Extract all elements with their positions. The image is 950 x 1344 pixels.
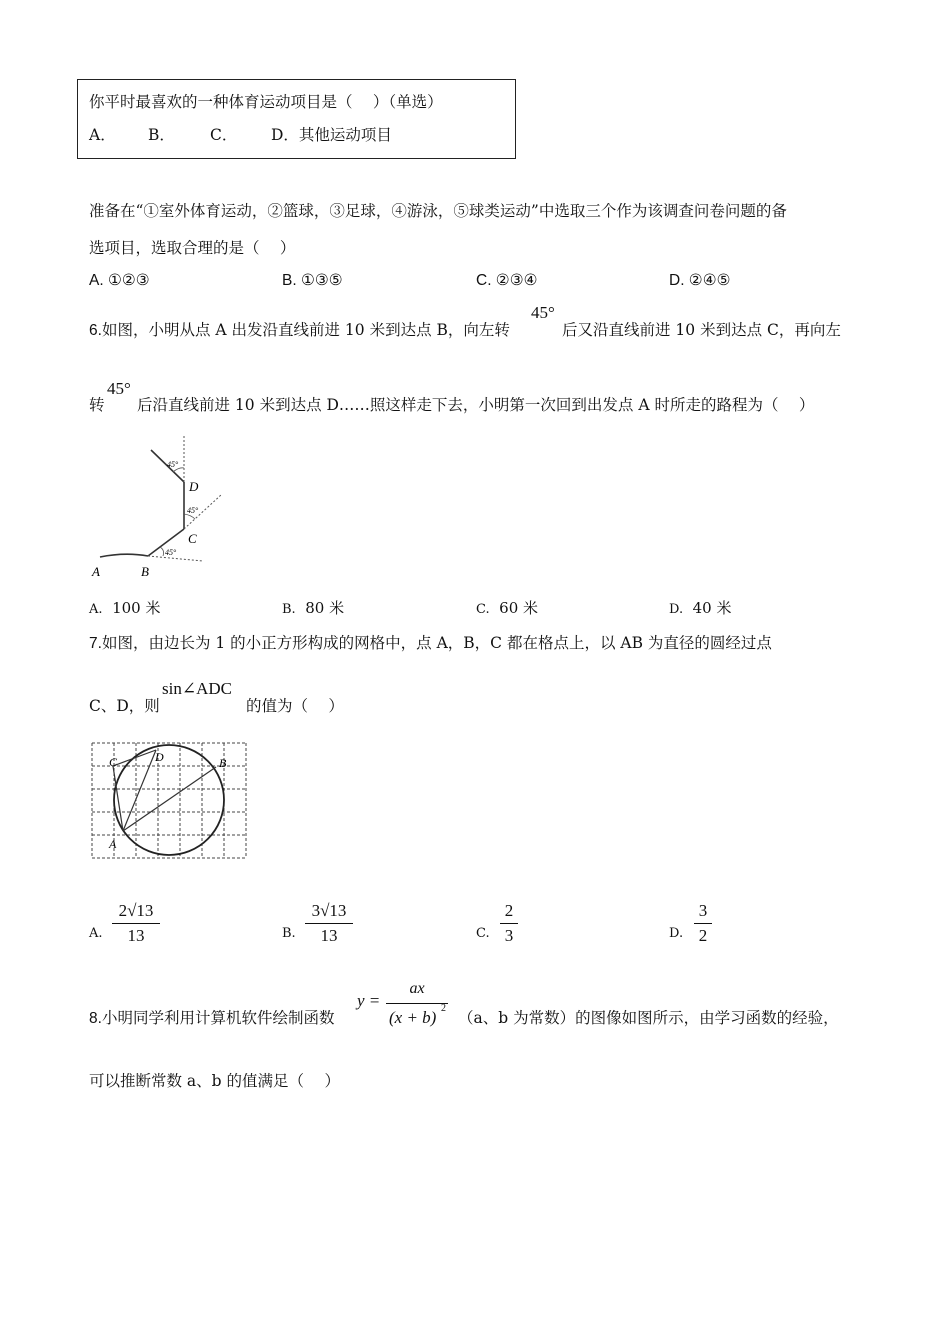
q7-option-a-fraction [112, 900, 160, 947]
q5-option-c: C. ②③④ [476, 272, 538, 289]
q7-fig-label-b: B [219, 756, 227, 770]
q6-angle-1: 45° [531, 303, 555, 322]
q7-option-b-den: 13 [320, 926, 338, 945]
q7-option-d-fraction [694, 900, 712, 947]
fraction-bar [500, 923, 518, 924]
q8-func-num: ax [409, 980, 425, 997]
q8-func-den: (x + b) [389, 1008, 437, 1027]
q7-fig-label-d: D [155, 750, 164, 764]
q8-line-1 [89, 1006, 334, 1028]
q7-option-d-letter: D. [669, 926, 684, 941]
q5-line-1: 准备在“①室外体育运动，②篮球，③足球，④游泳，⑤球类运动”中选取三个作为该调查问卷问题的备 [89, 202, 787, 220]
fraction-bar [305, 923, 353, 924]
q6-text-1a: 如图，小明从点 A 出发沿直线前进 10 米到达点 B，向左转 [101, 321, 510, 339]
q6-fig-label-b: B [141, 564, 149, 579]
q6-number: 6. [89, 322, 102, 339]
q7-option-a-num: 2√13 [118, 901, 154, 920]
q6-option-c-letter: C. [476, 602, 490, 617]
q6-option-a-letter: A. [89, 602, 103, 617]
survey-option-c: C． [210, 126, 238, 144]
q7-option-c-letter: C. [476, 926, 490, 941]
q6-option-b-text: 80 米 [305, 599, 345, 617]
q6-option-b [282, 597, 344, 618]
q6-option-c [476, 597, 538, 618]
q6-angle-2: 45° [107, 379, 131, 398]
q6-path-figure [85, 430, 230, 582]
q5-option-a: A. ①②③ [89, 272, 150, 289]
q7-number: 7. [89, 635, 102, 652]
q7-grid-figure [88, 739, 250, 863]
q7-option-b-letter: B. [282, 926, 296, 941]
q6-fig-angle-c: 45° [187, 506, 199, 515]
q6-fig-angle-d: 45° [167, 460, 179, 469]
q6-option-c-text: 60 米 [499, 599, 539, 617]
q6-option-d-letter: D. [669, 602, 684, 617]
survey-question: 你平时最喜欢的一种体育运动项目是（ ）（单选） [89, 93, 443, 111]
q7-option-a-letter: A. [89, 926, 103, 941]
q6-option-d-text: 40 米 [692, 599, 732, 617]
q7-fig-label-c: C [109, 755, 118, 769]
q6-option-b-letter: B. [282, 602, 296, 617]
q7-option-d-den: 2 [698, 926, 708, 945]
q6-text-2a: 转 [89, 396, 105, 414]
fraction-bar [112, 923, 160, 924]
q7-option-b-num: 3√13 [311, 901, 347, 920]
survey-option-a: A． [89, 126, 116, 144]
q6-text-1b: 后又沿直线前进 10 米到达点 C，再向左 [562, 321, 841, 339]
survey-option-b: B． [148, 126, 175, 144]
q7-sin-expr: sin∠ADC [162, 679, 232, 698]
q7-text-1: 如图，由边长为 1 的小正方形构成的网格中，点 A，B，C 都在格点上，以 AB 为直径的圆经过点 [101, 634, 772, 652]
q7-fig-label-a: A [109, 837, 117, 851]
q7-text-2b: 的值为（ ） [246, 697, 344, 715]
q6-fig-label-a: A [92, 564, 100, 579]
q5-option-d: D. ②④⑤ [669, 272, 731, 289]
q8-func-exp: 2 [441, 1003, 446, 1014]
q6-fig-angle-b: 45° [165, 548, 177, 557]
q8-text-2: 可以推断常数 a、b 的值满足（ ） [89, 1072, 340, 1090]
q7-option-c-den: 3 [504, 926, 514, 945]
q7-option-b-fraction [305, 900, 353, 947]
q7-option-a-den: 13 [127, 926, 145, 945]
q7-line-1 [89, 631, 772, 653]
q8-text-1b: （a、b 为常数）的图像如图所示，由学习函数的经验， [458, 1009, 839, 1027]
survey-option-d: D．其他运动项目 [271, 126, 392, 144]
fraction-bar [694, 923, 712, 924]
q7-option-c-fraction [500, 900, 518, 947]
q8-number: 8. [89, 1010, 102, 1027]
q6-option-a-text: 100 米 [112, 599, 161, 617]
q6-fig-label-c: C [188, 531, 197, 546]
q6-line-1 [89, 318, 510, 340]
q6-text-2b: 后沿直线前进 10 米到达点 D……照这样走下去，小明第一次回到出发点 A 时所走的路程为（ ） [137, 396, 815, 414]
q6-option-a [89, 597, 160, 618]
q8-func-bar [386, 1003, 448, 1004]
q7-option-c-num: 2 [504, 901, 514, 920]
q6-fig-label-d: D [189, 479, 199, 494]
q5-option-b: B. ①③⑤ [282, 272, 343, 289]
q6-option-d [669, 597, 732, 618]
q7-option-d-num: 3 [698, 901, 708, 920]
q8-text-1a: 小明同学利用计算机软件绘制函数 [101, 1009, 335, 1027]
q7-text-2a: C、D，则 [89, 697, 160, 715]
q5-line-2: 选项目，选取合理的是（ ） [89, 239, 296, 257]
q8-func-lhs: y = [357, 991, 381, 1010]
